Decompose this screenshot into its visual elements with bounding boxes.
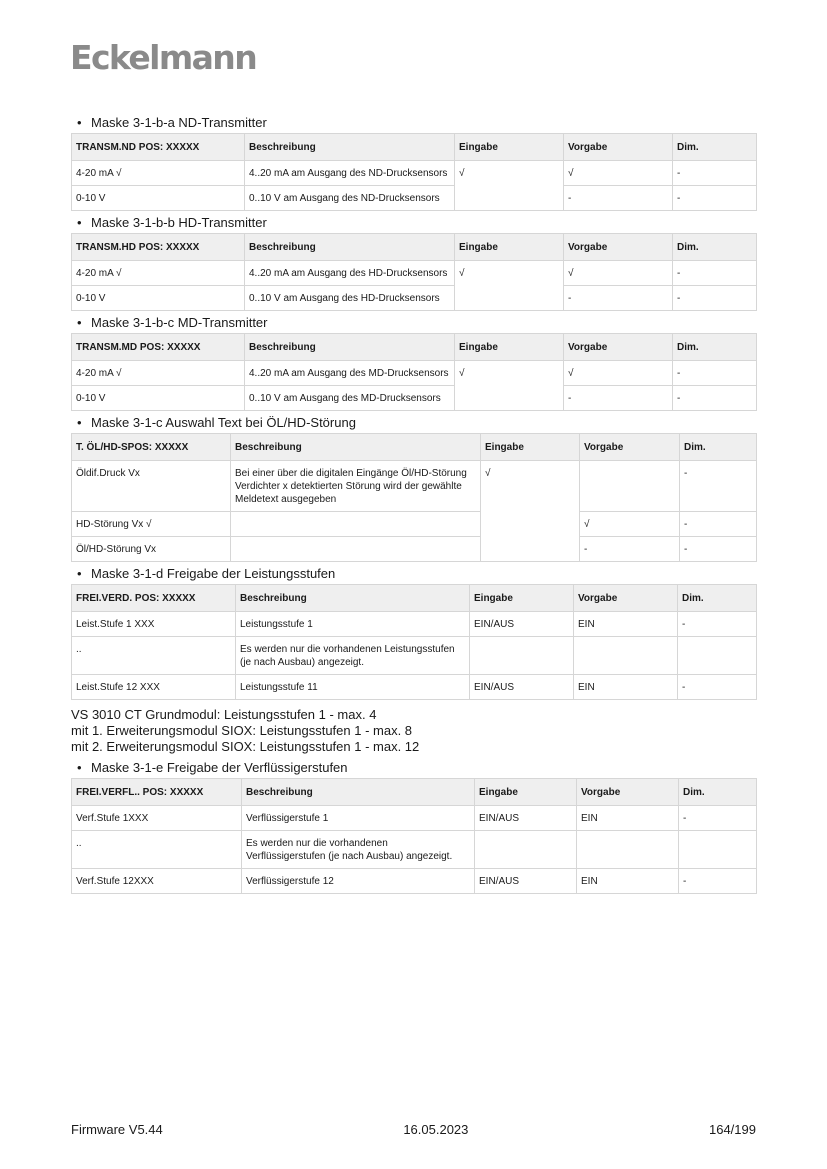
section-title-text: Maske 3-1-c Auswahl Text bei ÖL/HD-Störung — [91, 415, 356, 430]
cell: EIN — [574, 612, 678, 637]
section-title-text: Maske 3-1-b-a ND-Transmitter — [91, 115, 267, 130]
cell: 4-20 mA √ — [72, 161, 245, 186]
header-cell: Vorgabe — [564, 334, 673, 361]
cell: 4..20 mA am Ausgang des HD-Drucksensors — [245, 261, 455, 286]
header-cell: Vorgabe — [574, 585, 678, 612]
cell: 0..10 V am Ausgang des MD-Drucksensors — [245, 386, 455, 411]
cell: EIN/AUS — [475, 806, 577, 831]
header-cell: Beschreibung — [242, 779, 475, 806]
header-cell: FREI.VERFL.. POS: XXXXX — [72, 779, 242, 806]
header-cell: Dim. — [673, 234, 757, 261]
expansion-note — [71, 707, 756, 755]
table-row — [72, 612, 757, 637]
cell: 0-10 V — [72, 186, 245, 211]
table-md-transmitter — [71, 333, 757, 411]
cell: EIN/AUS — [475, 869, 577, 894]
cell: - — [678, 612, 757, 637]
table-row — [72, 806, 757, 831]
cell: √ — [481, 461, 580, 562]
cell: - — [673, 186, 757, 211]
cell: 4..20 mA am Ausgang des MD-Drucksensors — [245, 361, 455, 386]
section-title-nd — [71, 114, 756, 131]
header-cell: Dim. — [673, 134, 757, 161]
section-title-text: Maske 3-1-b-b HD-Transmitter — [91, 215, 267, 230]
cell: 0..10 V am Ausgang des HD-Drucksensors — [245, 286, 455, 311]
cell: Leistungsstufe 11 — [236, 675, 470, 700]
cell: EIN/AUS — [470, 612, 574, 637]
table-oel-hd-stoerung — [71, 433, 757, 562]
header-cell: FREI.VERD. POS: XXXXX — [72, 585, 236, 612]
cell: EIN — [574, 675, 678, 700]
table-header-row — [72, 434, 757, 461]
footer-firmware: Firmware V5.44 — [71, 1122, 163, 1137]
cell: - — [678, 675, 757, 700]
cell: √ — [564, 361, 673, 386]
cell — [574, 637, 678, 675]
header-cell: Beschreibung — [236, 585, 470, 612]
cell: - — [679, 806, 757, 831]
cell: 0-10 V — [72, 386, 245, 411]
section-title-leistungsstufen — [71, 565, 756, 582]
table-row — [72, 537, 757, 562]
cell: Verflüssigerstufe 12 — [242, 869, 475, 894]
cell: Verf.Stufe 1XXX — [72, 806, 242, 831]
cell: 4-20 mA √ — [72, 361, 245, 386]
cell: - — [564, 286, 673, 311]
header-cell: Eingabe — [470, 585, 574, 612]
table-row — [72, 869, 757, 894]
table-row — [72, 186, 757, 211]
header-cell: TRANSM.HD POS: XXXXX — [72, 234, 245, 261]
section-title-text: Maske 3-1-d Freigabe der Leistungsstufen — [91, 566, 336, 581]
cell: Verf.Stufe 12XXX — [72, 869, 242, 894]
header-cell: TRANSM.ND POS: XXXXX — [72, 134, 245, 161]
cell — [679, 831, 757, 869]
cell — [475, 831, 577, 869]
cell: Leist.Stufe 1 XXX — [72, 612, 236, 637]
header-cell: Dim. — [673, 334, 757, 361]
cell: Es werden nur die vorhandenen Leistungsstufen (je nach Ausbau) angezeigt. — [236, 637, 470, 675]
cell — [231, 512, 481, 537]
cell: 0..10 V am Ausgang des ND-Drucksensors — [245, 186, 455, 211]
table-header-row — [72, 334, 757, 361]
table-row — [72, 286, 757, 311]
table-row — [72, 161, 757, 186]
cell — [231, 537, 481, 562]
cell: √ — [564, 161, 673, 186]
bullet-icon: • — [77, 115, 82, 130]
cell: Leist.Stufe 12 XXX — [72, 675, 236, 700]
header-cell: Beschreibung — [231, 434, 481, 461]
table-verfluessigerstufen — [71, 778, 757, 894]
cell: √ — [564, 261, 673, 286]
header-cell: Eingabe — [455, 334, 564, 361]
note-line: mit 1. Erweiterungsmodul SIOX: Leistungsstufen 1 - max. 8 — [71, 723, 413, 738]
cell: √ — [455, 361, 564, 411]
header-cell: Beschreibung — [245, 334, 455, 361]
cell: - — [580, 537, 680, 562]
cell: 4..20 mA am Ausgang des ND-Drucksensors — [245, 161, 455, 186]
cell: √ — [455, 261, 564, 311]
cell: EIN/AUS — [470, 675, 574, 700]
header-cell: T. ÖL/HD-SPOS: XXXXX — [72, 434, 231, 461]
header-cell: Eingabe — [455, 134, 564, 161]
header-cell: Eingabe — [475, 779, 577, 806]
table-row — [72, 637, 757, 675]
cell — [470, 637, 574, 675]
cell: - — [680, 461, 757, 512]
section-title-oel-hd — [71, 414, 756, 431]
section-title-verfluessigerstufen — [71, 759, 756, 776]
section-title-md — [71, 314, 756, 331]
cell: .. — [72, 831, 242, 869]
bullet-icon: • — [77, 415, 82, 430]
table-row — [72, 261, 757, 286]
cell: - — [673, 261, 757, 286]
cell: - — [679, 869, 757, 894]
table-row — [72, 386, 757, 411]
cell: - — [564, 186, 673, 211]
cell: - — [680, 512, 757, 537]
bullet-icon: • — [77, 566, 82, 581]
table-header-row — [72, 779, 757, 806]
table-header-row — [72, 585, 757, 612]
header-cell: TRANSM.MD POS: XXXXX — [72, 334, 245, 361]
cell: - — [564, 386, 673, 411]
table-nd-transmitter — [71, 133, 757, 211]
header-cell: Vorgabe — [564, 134, 673, 161]
cell: Bei einer über die digitalen Eingänge Öl/HD-Störung Verdichter x detektierten Störung wird der gewählte Meldetext ausgegeben — [231, 461, 481, 512]
cell: Öl/HD-Störung Vx — [72, 537, 231, 562]
cell: - — [673, 161, 757, 186]
cell — [580, 461, 680, 512]
cell: 0-10 V — [72, 286, 245, 311]
section-title-text: Maske 3-1-e Freigabe der Verflüssigerstufen — [91, 760, 348, 775]
table-row — [72, 831, 757, 869]
table-row — [72, 675, 757, 700]
cell: - — [680, 537, 757, 562]
cell — [678, 637, 757, 675]
footer-page-number: 164/199 — [708, 1122, 756, 1137]
cell: √ — [455, 161, 564, 211]
bullet-icon: • — [77, 215, 82, 230]
table-row — [72, 361, 757, 386]
cell: EIN — [577, 806, 679, 831]
section-title-hd — [71, 214, 756, 231]
header-cell: Vorgabe — [580, 434, 680, 461]
cell: .. — [72, 637, 236, 675]
table-hd-transmitter — [71, 233, 757, 311]
table-row — [72, 461, 757, 512]
cell: Öldif.Druck Vx — [72, 461, 231, 512]
cell: Leistungsstufe 1 — [236, 612, 470, 637]
header-cell: Eingabe — [455, 234, 564, 261]
header-cell: Dim. — [680, 434, 757, 461]
page-content — [71, 114, 756, 897]
header-cell: Dim. — [678, 585, 757, 612]
cell: - — [673, 361, 757, 386]
cell: EIN — [577, 869, 679, 894]
table-header-row — [72, 134, 757, 161]
bullet-icon: • — [77, 760, 82, 775]
page-footer — [71, 1122, 756, 1137]
cell: √ — [580, 512, 680, 537]
header-cell: Beschreibung — [245, 134, 455, 161]
note-line: VS 3010 CT Grundmodul: Leistungsstufen 1 - max. 4 — [71, 707, 377, 722]
cell: - — [673, 286, 757, 311]
cell: Verflüssigerstufe 1 — [242, 806, 475, 831]
cell: - — [673, 386, 757, 411]
header-cell: Vorgabe — [577, 779, 679, 806]
eckelmann-logo: Eckelmann — [70, 38, 257, 77]
table-header-row — [72, 234, 757, 261]
footer-date: 16.05.2023 — [403, 1122, 469, 1137]
header-cell: Eingabe — [481, 434, 580, 461]
header-cell: Vorgabe — [564, 234, 673, 261]
table-row — [72, 512, 757, 537]
cell: Es werden nur die vorhandenen Verflüssigerstufen (je nach Ausbau) angezeigt. — [242, 831, 475, 869]
cell — [577, 831, 679, 869]
header-cell: Beschreibung — [245, 234, 455, 261]
header-cell: Dim. — [679, 779, 757, 806]
table-leistungsstufen — [71, 584, 757, 700]
note-line: mit 2. Erweiterungsmodul SIOX: Leistungsstufen 1 - max. 12 — [71, 739, 420, 754]
bullet-icon: • — [77, 315, 82, 330]
cell: 4-20 mA √ — [72, 261, 245, 286]
section-title-text: Maske 3-1-b-c MD-Transmitter — [91, 315, 268, 330]
cell: HD-Störung Vx √ — [72, 512, 231, 537]
